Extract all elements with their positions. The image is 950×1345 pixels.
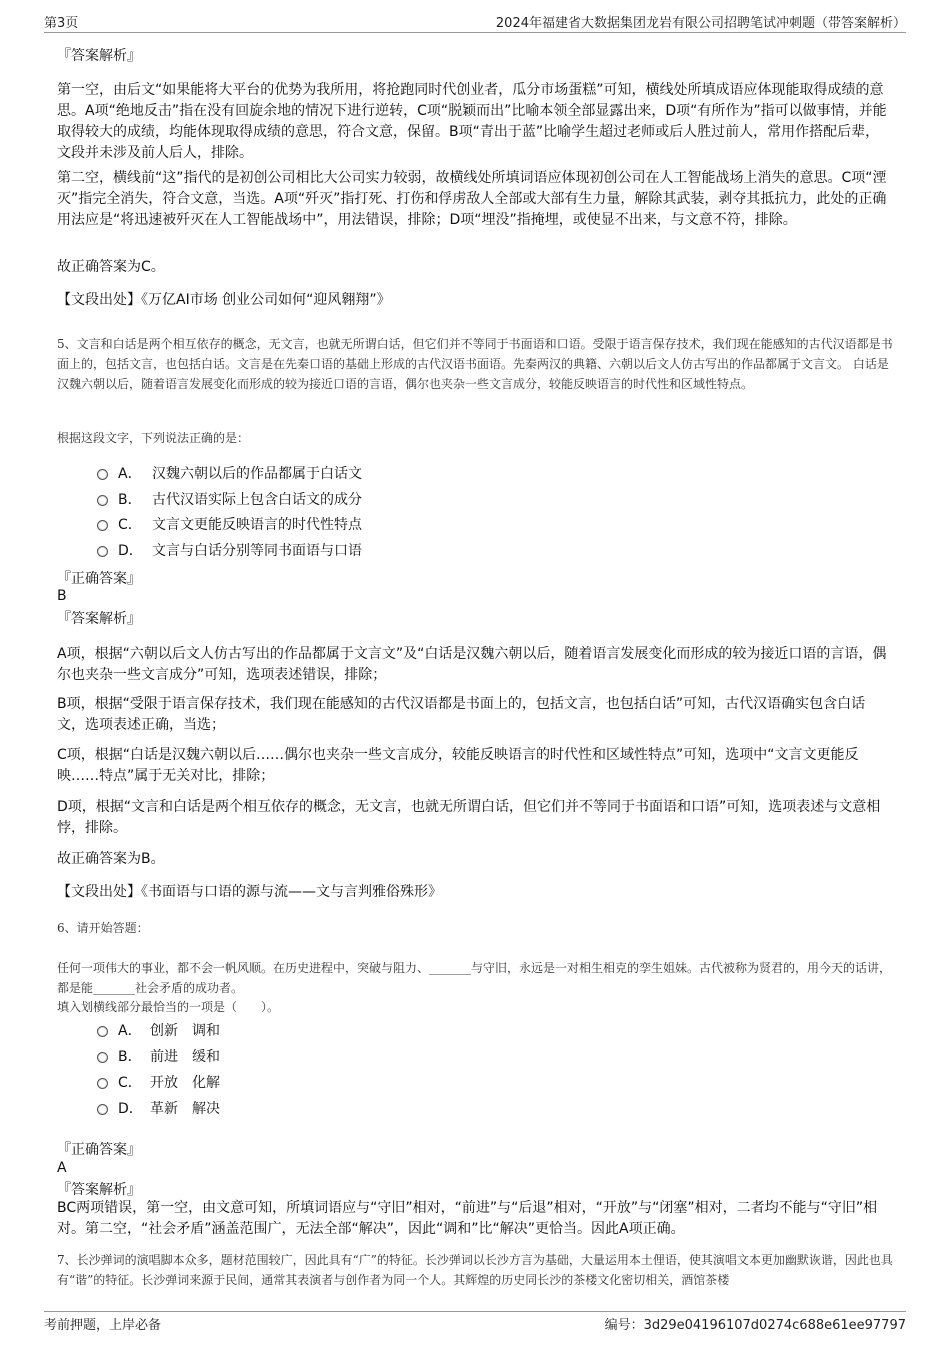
radio-button-icon[interactable] xyxy=(97,1052,108,1063)
q6-option-c[interactable] xyxy=(97,1073,220,1093)
q5-option-b[interactable] xyxy=(97,490,362,510)
q6-analysis: BC两项错误，第一空，由文意可知，所填词语应与“守旧”相对，“前进”与“后退”相对，“开放”与“闭塞”相对，二者均不能与“守旧”相对。第二空，“社会矛盾”涵盖范围广，无法全部“解决”，因此“调和”比“解决”更恰当。因此A项正确。 xyxy=(57,1200,878,1237)
q6-option-a[interactable] xyxy=(97,1021,220,1041)
q5-question: 根据这段文字，下列说法正确的是： xyxy=(57,431,250,445)
option-text: 前进 缓和 xyxy=(150,1049,220,1065)
q6-answer-label: 『正确答案』 xyxy=(57,1142,141,1158)
q6-intro: 6、请开始答题： xyxy=(57,921,149,935)
option-text: 文言与白话分别等同书面语与口语 xyxy=(152,543,362,559)
q4-analysis-p1: 第一空，由后文“如果能将大平台的优势为我所用，将抢跑同时代创业者，瓜分市场蛋糕”可知，横线处所填成语应体现能取得成绩的意思。A项“绝地反击”指在没有回旋余地的情况下进行逆转，C项“脱颖而出”比喻本领全部显露出来，D项“有所作为”指可以做事情，并能取得较大的成绩，均能体现取得成绩的意思，符合文意，保留。B项“青出于蓝”比喻学生超过老师或后人胜过前人，常用作搭配后辈，文段并未涉及前人后人，排除。 xyxy=(57,82,887,161)
option-letter: C． xyxy=(118,1075,142,1091)
q6-option-d[interactable] xyxy=(97,1099,220,1119)
q5-analysis-d: D项，根据“文言和白话是两个相互依存的概念，无文言，也就无所谓白话，但它们并不等同于书面语和口语”可知，选项表述与文意相悖，排除。 xyxy=(57,799,881,836)
page-number: 第3页 xyxy=(44,16,79,31)
radio-button-icon[interactable] xyxy=(97,469,108,480)
header-divider xyxy=(44,32,906,33)
option-letter: A． xyxy=(118,1023,142,1039)
radio-button-icon[interactable] xyxy=(97,520,108,531)
document-title: 2024年福建省大数据集团龙岩有限公司招聘笔试冲刺题（带答案解析） xyxy=(495,16,906,31)
q4-analysis-p2: 第二空，横线前“这”指代的是初创公司相比大公司实力较弱，故横线处所填词语应体现初创公司在人工智能战场上消失的意思。C项“湮灭”指完全消失，符合文意，当选。A项“歼灭”指打死、打伤和俘虏敌人全部或大部有生力量，解除其武装，剥夺其抵抗力，此处的正确用法应是“将迅速被歼灭在人工智能战场中”，用法错误，排除；D项“埋没”指掩埋，或使显不出来，与文意不符，排除。 xyxy=(57,170,887,228)
q6-option-b[interactable] xyxy=(97,1047,220,1067)
q5-passage: 5、文言和白话是两个相互依存的概念，无文言，也就无所谓白话，但它们并不等同于书面语和口语。受限于语言保存技术，我们现在能感知的古代汉语都是书面上的，包括文言，也包括白话。文言是在先秦口语的基础上形成的古代汉语书面语。先秦两汉的典籍、六朝以后文人仿古写出的作品都属于文言文。 白话是汉魏六朝以后，随着语言发展变化而形成的较为接近口语的言语，偶尔也夹杂一些文言成分，较能反映语言的时代性和区域性特点。 xyxy=(57,337,893,391)
q6-answer: A xyxy=(57,1160,67,1176)
option-text: 古代汉语实际上包含白话文的成分 xyxy=(152,492,362,508)
option-letter: C． xyxy=(118,517,142,533)
option-text: 创新 调和 xyxy=(150,1023,220,1039)
q5-answer-label: 『正确答案』 xyxy=(57,571,141,587)
q5-analysis-label: 『答案解析』 xyxy=(57,611,141,627)
q4-analysis-label: 『答案解析』 xyxy=(57,48,141,64)
q5-analysis-b: B项，根据“受限于语言保存技术，我们现在能感知的古代汉语都是书面上的，包括文言，也包括白话”可知，古代汉语确实包含白话文，选项表述正确，当选； xyxy=(57,696,866,733)
q4-source: 【文段出处】《万亿AI市场 创业公司如何“迎风翱翔”》 xyxy=(57,292,391,308)
q6-passage: 任何一项伟大的事业，都不会一帆风顺。在历史进程中，突破与阻力、_______与守旧，永远是一对相生相克的孪生姐妹。古代被称为贤君的，用今天的话讲，都是能_______社会矛盾的成功者。 xyxy=(57,961,892,995)
q5-conclusion: 故正确答案为B。 xyxy=(57,851,165,867)
q5-source: 【文段出处】《书面语与口语的源与流——文与言判雅俗殊形》 xyxy=(57,884,442,900)
q5-analysis-a: A项，根据“六朝以后文人仿古写出的作品都属于文言文”及“白话是汉魏六朝以后，随着语言发展变化而形成的较为接近口语的言语，偶尔也夹杂一些文言成分”可知，选项表述错误，排除； xyxy=(57,646,887,683)
q5-option-d[interactable] xyxy=(97,541,362,561)
document-id: 编号：3d29e04196107d0274c688e61ee97797 xyxy=(604,1318,906,1333)
option-text: 文言文更能反映语言的时代性特点 xyxy=(152,517,362,533)
radio-button-icon[interactable] xyxy=(97,1026,108,1037)
option-text: 开放 化解 xyxy=(150,1075,220,1091)
option-letter: D． xyxy=(118,1101,143,1117)
option-letter: A． xyxy=(118,466,142,482)
option-text: 革新 解决 xyxy=(150,1101,220,1117)
radio-button-icon[interactable] xyxy=(97,1078,108,1089)
q5-option-c[interactable] xyxy=(97,515,362,535)
option-letter: B． xyxy=(118,492,142,508)
footer-divider xyxy=(44,1311,906,1312)
option-letter: D． xyxy=(118,543,143,559)
radio-button-icon[interactable] xyxy=(97,546,108,557)
q6-question: 填入划横线部分最恰当的一项是（ ）。 xyxy=(57,1000,280,1014)
q5-answer: B xyxy=(57,588,67,604)
q5-analysis-c: C项，根据“白话是汉魏六朝以后……偶尔也夹杂一些文言成分，较能反映语言的时代性和区域性特点”可知，选项中“文言文更能反映……特点”属于无关对比，排除； xyxy=(57,747,859,784)
footer-slogan: 考前押题，上岸必备 xyxy=(44,1318,162,1333)
radio-button-icon[interactable] xyxy=(97,495,108,506)
radio-button-icon[interactable] xyxy=(97,1104,108,1115)
option-text: 汉魏六朝以后的作品都属于白话文 xyxy=(152,466,362,482)
q5-option-a[interactable] xyxy=(97,464,362,484)
q7-passage: 7、长沙弹词的演唱脚本众多，题材范围较广，因此具有“广”的特征。长沙弹词以长沙方言为基础，大量运用本土俚语，使其演唱文本更加幽默诙谐，因此也具有“谐”的特征。长沙弹词来源于民间，通常其表演者与创作者为同一个人。其辉煌的历史同长沙的茶楼文化密切相关，酒馆茶楼 xyxy=(57,1253,893,1287)
q4-conclusion: 故正确答案为C。 xyxy=(57,259,165,275)
option-letter: B． xyxy=(118,1049,142,1065)
q6-analysis-label: 『答案解析』 xyxy=(57,1182,141,1198)
